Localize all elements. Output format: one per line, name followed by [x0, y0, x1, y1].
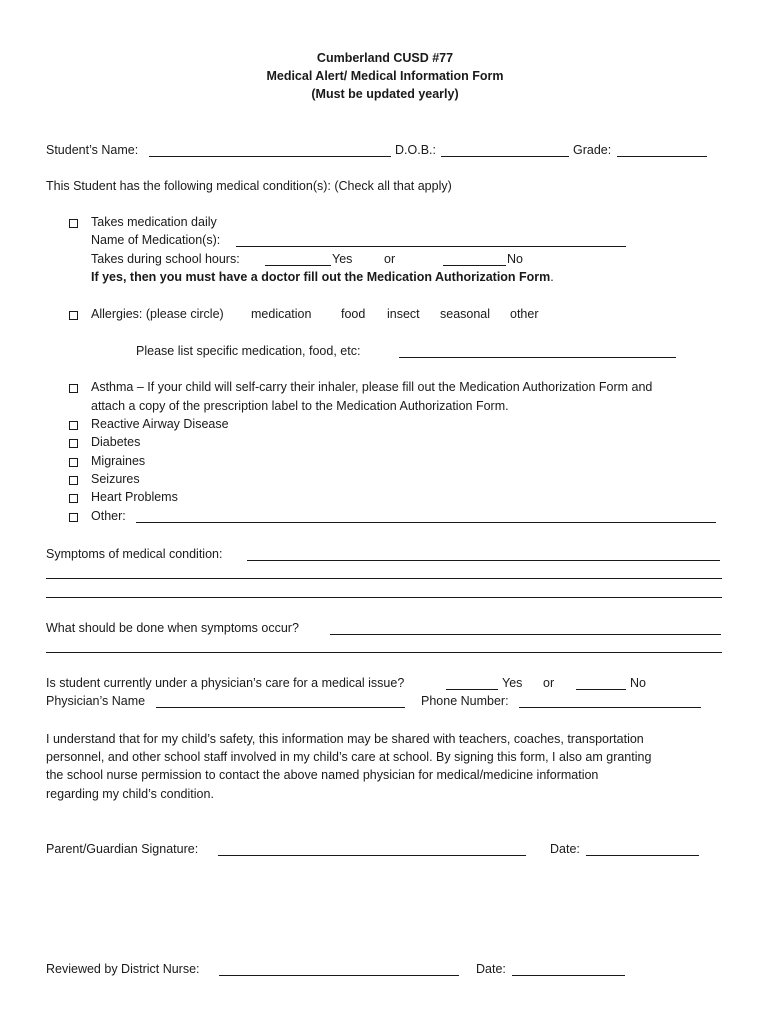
school-hours-no-label: No — [507, 252, 523, 266]
reactive-airway-checkbox[interactable] — [69, 421, 78, 430]
form-title: Medical Alert/ Medical Information Form — [266, 69, 504, 83]
grade-field[interactable] — [617, 156, 707, 157]
symptoms-field-line-1[interactable] — [247, 560, 720, 561]
other-condition-checkbox[interactable] — [69, 513, 78, 522]
diabetes-label: Diabetes — [91, 435, 141, 449]
school-hours-no-field[interactable] — [443, 265, 506, 266]
heart-problems-checkbox[interactable] — [69, 494, 78, 503]
symptoms-label: Symptoms of medical condition: — [46, 547, 223, 561]
symptoms-field-line-3[interactable] — [46, 597, 722, 598]
allergy-option-medication[interactable]: medication — [251, 307, 312, 321]
physician-no-field[interactable] — [576, 689, 626, 690]
grade-label: Grade: — [573, 143, 612, 157]
medication-notice-text: If yes, then you must have a doctor fill out the Medication Authorization Form — [91, 270, 551, 284]
physician-yes-field[interactable] — [446, 689, 498, 690]
allergy-option-insect[interactable]: insect — [387, 307, 420, 321]
allergies-label: Allergies: (please circle) — [91, 307, 224, 321]
medication-notice-period: . — [550, 270, 554, 284]
medication-check-label: Takes medication daily — [91, 215, 217, 229]
nurse-date-field[interactable] — [512, 975, 625, 976]
consent-line-2: personnel, and other school staff involved in my child’s care at school. By signing this form, I also am granting — [46, 750, 652, 764]
reactive-airway-label: Reactive Airway Disease — [91, 417, 229, 431]
physician-yes-label: Yes — [502, 676, 523, 690]
medication-name-field[interactable] — [236, 246, 626, 247]
seizures-checkbox[interactable] — [69, 476, 78, 485]
migraines-label: Migraines — [91, 454, 146, 468]
other-condition-label: Other: — [91, 509, 126, 523]
seizures-label: Seizures — [91, 472, 140, 486]
school-hours-label: Takes during school hours: — [91, 252, 240, 266]
consent-line-1: I understand that for my child’s safety, this information may be shared with teachers, coaches, transportation — [46, 732, 644, 746]
allergy-list-field[interactable] — [399, 357, 676, 358]
school-hours-yes-field[interactable] — [265, 265, 331, 266]
physician-no-label: No — [630, 676, 646, 690]
physician-question: Is student currently under a physician’s care for a medical issue? — [46, 676, 405, 690]
physician-name-field[interactable] — [156, 707, 405, 708]
conditions-intro: This Student has the following medical condition(s): (Check all that apply) — [46, 179, 452, 193]
allergy-list-label: Please list specific medication, food, etc: — [136, 344, 361, 358]
physician-or-label: or — [543, 676, 555, 690]
student-name-field[interactable] — [149, 156, 391, 157]
symptoms-field-line-2[interactable] — [46, 578, 722, 579]
consent-line-3: the school nurse permission to contact the above named physician for medical/medicine information — [46, 768, 599, 782]
allergy-option-food[interactable]: food — [341, 307, 366, 321]
asthma-line-2: attach a copy of the prescription label to the Medication Authorization Form. — [91, 399, 509, 413]
what-done-field-line-2[interactable] — [46, 652, 722, 653]
school-hours-yes-label: Yes — [332, 252, 353, 266]
physician-name-label: Physician’s Name — [46, 694, 146, 708]
dob-label: D.O.B.: — [395, 143, 436, 157]
medication-name-label: Name of Medication(s): — [91, 233, 221, 247]
allergy-option-other[interactable]: other — [510, 307, 539, 321]
school-hours-or-label: or — [384, 252, 396, 266]
dob-field[interactable] — [441, 156, 569, 157]
consent-line-4: regarding my child’s condition. — [46, 787, 214, 801]
parent-signature-field[interactable] — [218, 855, 526, 856]
nurse-review-label: Reviewed by District Nurse: — [46, 962, 200, 976]
medication-notice — [91, 269, 554, 285]
nurse-signature-field[interactable] — [219, 975, 459, 976]
allergies-checkbox[interactable] — [69, 311, 78, 320]
physician-phone-label: Phone Number: — [421, 694, 509, 708]
medication-checkbox[interactable] — [69, 219, 78, 228]
form-subtitle: (Must be updated yearly) — [311, 87, 459, 101]
migraines-checkbox[interactable] — [69, 458, 78, 467]
parent-signature-label: Parent/Guardian Signature: — [46, 842, 199, 856]
parent-date-label: Date: — [550, 842, 580, 856]
nurse-date-label: Date: — [476, 962, 506, 976]
parent-date-field[interactable] — [586, 855, 699, 856]
allergy-option-seasonal[interactable]: seasonal — [440, 307, 491, 321]
what-done-field-line-1[interactable] — [330, 634, 721, 635]
what-done-label: What should be done when symptoms occur? — [46, 621, 299, 635]
asthma-line-1: Asthma – If your child will self-carry their inhaler, please fill out the Medication Authorization Form and — [91, 380, 653, 394]
asthma-checkbox[interactable] — [69, 384, 78, 393]
heart-problems-label: Heart Problems — [91, 490, 178, 504]
diabetes-checkbox[interactable] — [69, 439, 78, 448]
form-org-title: Cumberland CUSD #77 — [316, 51, 454, 65]
other-condition-field[interactable] — [136, 522, 716, 523]
student-name-label: Student’s Name: — [46, 143, 139, 157]
physician-phone-field[interactable] — [519, 707, 701, 708]
